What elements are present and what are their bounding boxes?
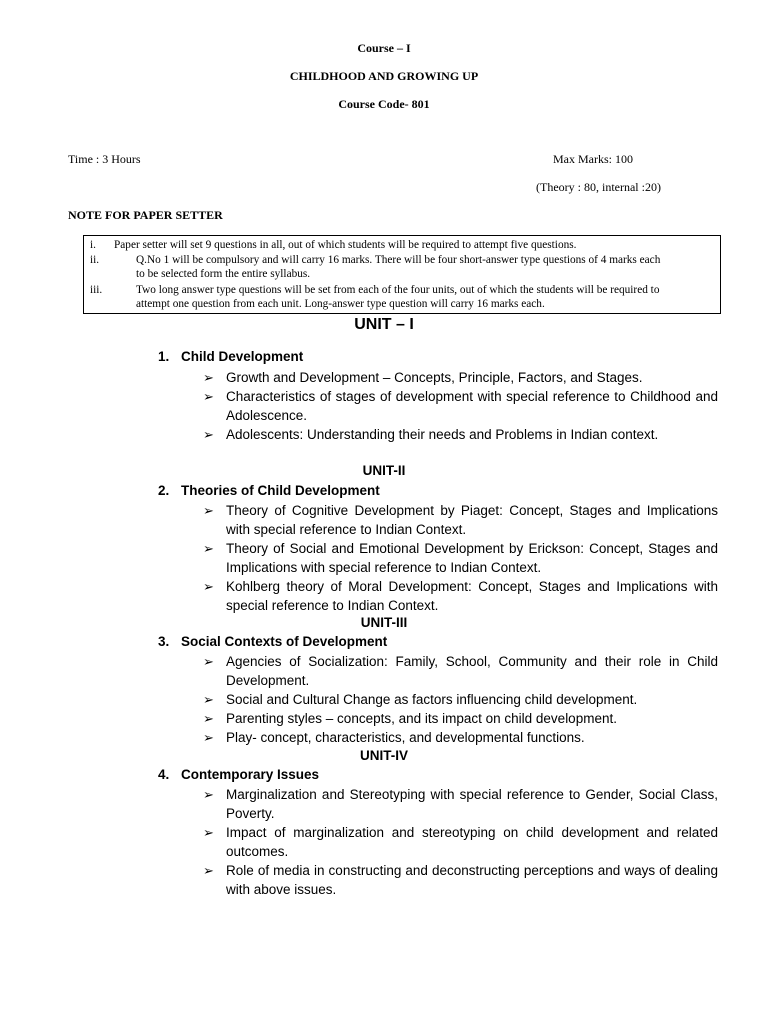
arrow-bullet-icon: ➢ — [203, 730, 214, 745]
note-item-number: iii. — [90, 284, 103, 296]
arrow-bullet-icon: ➢ — [203, 863, 214, 878]
note-box — [83, 235, 721, 314]
arrow-bullet-icon: ➢ — [203, 503, 214, 518]
section-number: 1. — [158, 349, 170, 364]
unit-title: UNIT-II — [362, 463, 406, 478]
note-item-text: attempt one question from each unit. Long-answer type question will carry 16 marks each. — [136, 298, 545, 310]
list-item-text: Marginalization and Stereotyping with special reference to Gender, Social Class, Poverty. — [226, 787, 718, 821]
section-heading — [158, 483, 380, 498]
list-item — [203, 690, 718, 709]
arrow-bullet-icon: ➢ — [203, 711, 214, 726]
course-title: CHILDHOOD AND GROWING UP — [289, 69, 479, 83]
section-heading — [158, 767, 319, 782]
list-item-text: Role of media in constructing and deconstructing perceptions and ways of dealing with above issues. — [226, 863, 718, 897]
list-item-text: Impact of marginalization and stereotyping on child development and related outcomes. — [226, 825, 718, 859]
note-item-text: Q.No 1 will be compulsory and will carry 16 marks. There will be four short-answer type questions of 4 marks each — [136, 254, 661, 266]
arrow-bullet-icon: ➢ — [203, 825, 214, 840]
list-item — [203, 425, 718, 444]
list-item — [203, 861, 718, 899]
section-heading — [158, 634, 387, 649]
list-item-text: Theory of Social and Emotional Development by Erickson: Concept, Stages and Implications with special reference to Indian Context. — [226, 541, 718, 575]
section-number: 2. — [158, 483, 170, 498]
list-item-text: Growth and Development – Concepts, Principle, Factors, and Stages. — [226, 370, 643, 385]
list-item-text: Adolescents: Understanding their needs and Problems in Indian context. — [226, 427, 659, 442]
list-item-text: Social and Cultural Change as factors influencing child development. — [226, 692, 638, 707]
section-title: Child Development — [181, 349, 304, 364]
arrow-bullet-icon: ➢ — [203, 692, 214, 707]
exam-marks-breakdown: (Theory : 80, internal :20) — [536, 180, 661, 194]
section-title: Social Contexts of Development — [181, 634, 388, 649]
list-item-text: Play- concept, characteristics, and developmental functions. — [226, 730, 585, 745]
list-item — [203, 539, 718, 577]
list-item-text: Agencies of Socialization: Family, School, Community and their role in Child Development. — [226, 654, 718, 688]
arrow-bullet-icon: ➢ — [203, 787, 214, 802]
list-item — [203, 368, 718, 387]
note-item-text: Paper setter will set 9 questions in all, out of which students will be required to attempt five questions. — [114, 239, 577, 251]
section-number: 4. — [158, 767, 170, 782]
note-item-text: to be selected form the entire syllabus. — [136, 268, 311, 280]
course-code: Course Code- 801 — [338, 97, 430, 111]
list-item-text: Kohlberg theory of Moral Development: Concept, Stages and Implications with special reference to Indian Context. — [226, 579, 718, 613]
course-label: Course – I — [357, 41, 411, 55]
arrow-bullet-icon: ➢ — [203, 541, 214, 556]
arrow-bullet-icon: ➢ — [203, 579, 214, 594]
unit-title: UNIT – I — [354, 316, 414, 333]
list-item — [203, 387, 718, 425]
section-number: 3. — [158, 634, 170, 649]
note-heading: NOTE FOR PAPER SETTER — [68, 208, 223, 222]
list-item — [203, 728, 718, 747]
list-item-text: Parenting styles – concepts, and its impact on child development. — [226, 711, 617, 726]
list-item — [203, 652, 718, 690]
list-item — [203, 785, 718, 823]
arrow-bullet-icon: ➢ — [203, 389, 214, 404]
exam-time: Time : 3 Hours — [68, 152, 141, 166]
list-item — [203, 501, 718, 539]
list-item-text: Theory of Cognitive Development by Piaget: Concept, Stages and Implications with special reference to Indian Context. — [226, 503, 718, 537]
section-title: Contemporary Issues — [181, 767, 320, 782]
unit-title: UNIT-III — [360, 615, 408, 630]
arrow-bullet-icon: ➢ — [203, 427, 214, 442]
note-item-number: i. — [90, 239, 96, 251]
exam-max-marks: Max Marks: 100 — [553, 152, 633, 166]
arrow-bullet-icon: ➢ — [203, 370, 214, 385]
arrow-bullet-icon: ➢ — [203, 654, 214, 669]
unit-title: UNIT-IV — [359, 748, 408, 763]
list-item — [203, 577, 718, 615]
list-item — [203, 823, 718, 861]
note-item-number: ii. — [90, 254, 100, 266]
section-heading — [158, 349, 303, 364]
list-item — [203, 709, 718, 728]
list-item-text: Characteristics of stages of development with special reference to Childhood and Adolescence. — [226, 389, 718, 423]
section-title: Theories of Child Development — [181, 483, 380, 498]
note-item-text: Two long answer type questions will be set from each of the four units, out of which the students will be required to — [136, 284, 660, 296]
